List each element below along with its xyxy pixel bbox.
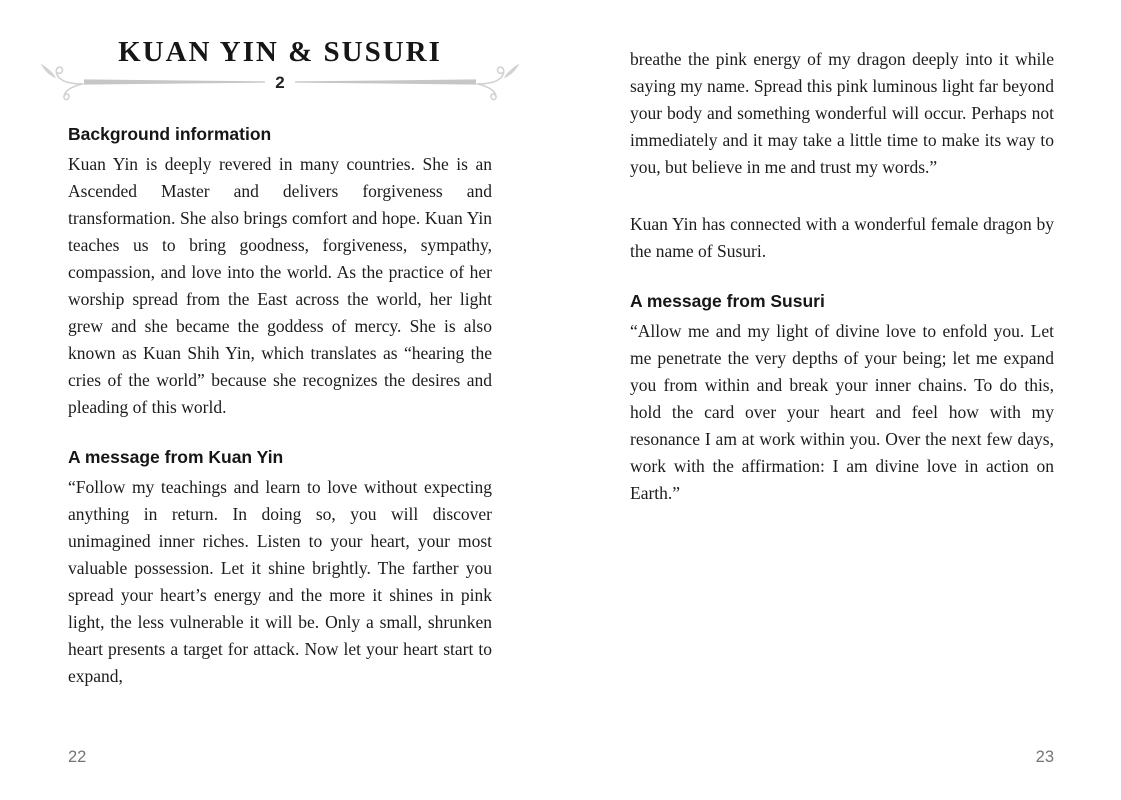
chapter-header xyxy=(68,36,492,107)
section-message-susuri xyxy=(630,291,1054,507)
section-body: Kuan Yin is deeply revered in many countries. She is an Ascended Master and delivers forgiveness and transformation. She also brings comfort and hope. Kuan Yin teaches us to bring goodness, forgiveness, sympathy, compassion, and love into the world. As the practice of her worship spread from the East across the world, her light grew and she became the goddess of mercy. She is also known as Kuan Shih Yin, which translates as “hearing the cries of the world” because she recognizes the desires and pleading of this world. xyxy=(68,154,492,417)
section-heading: A message from Kuan Yin xyxy=(68,447,284,467)
divider-line-left xyxy=(84,78,265,86)
leaf-icon xyxy=(41,64,56,78)
flourish-left-icon xyxy=(38,58,84,106)
page-number-left: 22 xyxy=(68,748,87,766)
section-heading: A message from Susuri xyxy=(630,291,825,311)
right-page xyxy=(630,46,1054,507)
chapter-title: KUAN YIN & SUSURI xyxy=(118,36,442,68)
divider-line-right xyxy=(295,78,476,86)
section-heading: Background information xyxy=(68,124,272,144)
section-body: “Allow me and my light of divine love to enfold you. Let me penetrate the very depths of your being; let me expand you from within and break your inner chains. To do this, hold the card over your heart and feel how with my resonance I am at work within you. Over the next few days, work with the affirmation: I am divine love in action on Earth.” xyxy=(630,321,1054,503)
chapter-number: 2 xyxy=(275,72,285,92)
page-number-right: 23 xyxy=(1035,748,1054,766)
leaf-icon xyxy=(504,64,519,78)
left-page xyxy=(68,36,492,690)
paragraph: Kuan Yin has connected with a wonderful female dragon by the name of Susuri. xyxy=(630,214,1054,261)
section-background-information xyxy=(68,124,492,421)
section-body: “Follow my teachings and learn to love without expecting anything in return. In doing so, you will discover unimagined inner riches. Listen to your heart, your most valuable possession. Let it shine brightly. The farther you spread your heart’s energy and the more it shines in pink light, the less vulnerable it will be. Only a small, shrunken heart presents a target for attack. Now let your heart start to expand, xyxy=(68,477,492,686)
section-message-kuan-yin xyxy=(68,447,492,690)
flourish-right-icon xyxy=(476,58,522,106)
continuation-paragraph: breathe the pink energy of my dragon deeply into it while saying my name. Spread this pink luminous light far beyond your body and something wonderful will occur. Perhaps not immediately and it may take a little time to make its way to you, but believe in me and trust my words.” xyxy=(630,49,1054,177)
